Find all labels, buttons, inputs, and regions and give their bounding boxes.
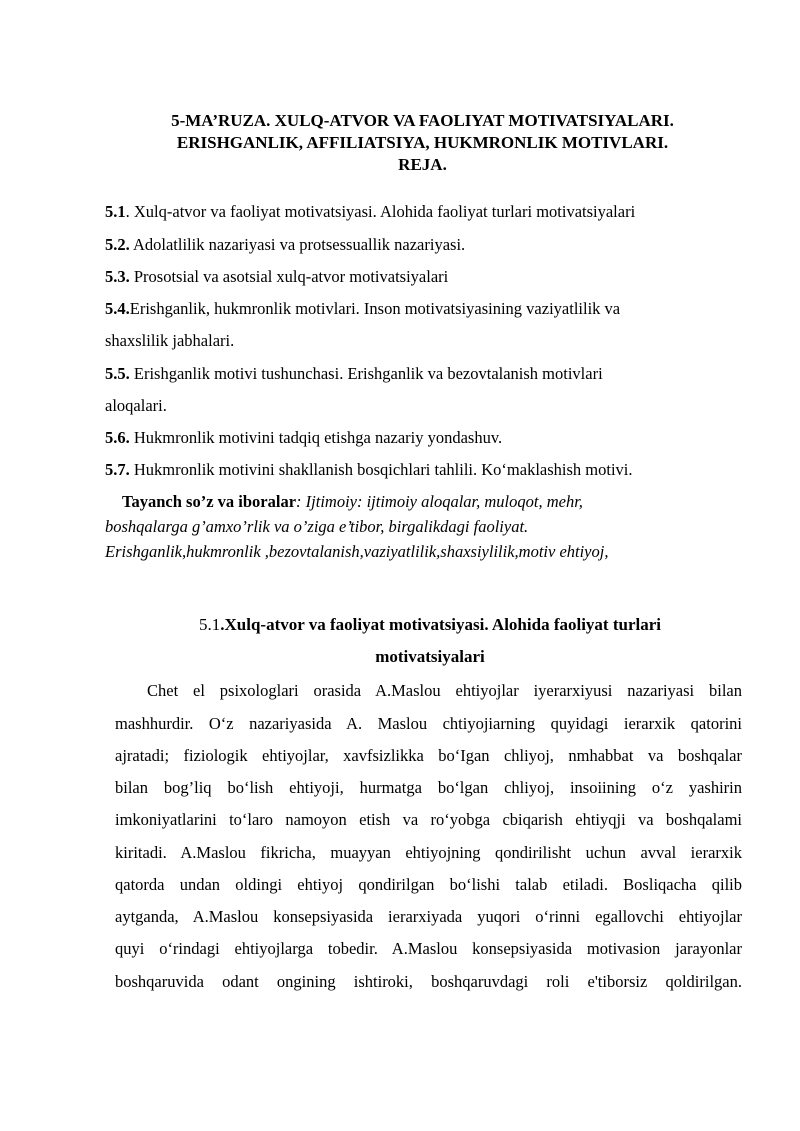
plan-item-5-1 — [105, 201, 742, 223]
section-heading — [120, 614, 740, 636]
plan-text: . Xulq-atvor va faoliyat motivatsiyasi. Alohida faoliyat turlari motivatsiyalari — [125, 202, 636, 221]
plan-number: 5.5. — [105, 364, 130, 383]
section-heading-line-2: motivatsiyalari — [375, 647, 485, 666]
plan-item-5-7 — [105, 459, 742, 481]
paragraph-line: boshqaruvida odant ongining ishtiroki, boshqaruvdagi roli e'tiborsiz qoldirilgan. — [115, 972, 742, 991]
paragraph-line: imkoniyatlarini to‘laro namoyon etish va ro‘yobga cbiqarish ehtiyqji va boshqalami — [115, 810, 742, 829]
plan-text: Erishganlik, hukmronlik motivlari. Inson motivatsiyasining vaziyatlilik va — [129, 299, 621, 318]
paragraph-line: bilan bog’liq bo‘lish ehtiyoji, hurmatga bo‘lgan chliyoj, insoiining o‘z yashirin — [115, 778, 742, 797]
plan-text: Erishganlik motivi tushunchasi. Erishganlik va bezovtalanish motivlari — [129, 364, 603, 383]
keywords-line-3: Erishganlik,hukmronlik ,bezovtalanish,vaziyatlilik,shaxsiylilik,motiv ehtiyoj, — [105, 542, 609, 561]
plan-item-5-4-continuation: shaxslilik jabhalari. — [105, 331, 235, 350]
section-number: 5.1 — [199, 615, 221, 634]
paragraph-line: mashhurdir. O‘z nazariyasida A. Maslou chtiyojiarning quyidagi ierarxik qatorini — [115, 714, 742, 733]
paragraph-line: kiritadi. A.Maslou fikricha, muayyan ehtiyojning qondirilisht uchun avval ierarxik — [115, 843, 742, 862]
plan-number: 5.4. — [105, 299, 130, 318]
lecture-title — [100, 110, 745, 176]
plan-text: Hukmronlik motivini tadqiq etishga nazariy yondashuv. — [129, 428, 503, 447]
plan-number: 5.3. — [105, 267, 130, 286]
plan-item-5-2 — [105, 234, 742, 256]
plan-text: Prosotsial va asotsial xulq-atvor motivatsiyalari — [129, 267, 449, 286]
plan-item-5-4 — [105, 298, 742, 320]
paragraph-line: qatorda undan oldingi ehtiyoj qondirilgan bo‘lishi talab etiladi. Bosliqacha qilib — [115, 875, 742, 894]
plan-item-5-5 — [105, 363, 742, 385]
plan-number: 5.6. — [105, 428, 130, 447]
plan-text: Adolatlilik nazariyasi va protsessuallik nazariyasi. — [129, 235, 466, 254]
keywords-label: Tayanch so’z va iboralar — [122, 492, 297, 511]
paragraph-line: ajratadi; fiziologik ehtiyojlar, xavfsizlikka bo‘Igan chliyoj, nmhabbat va boshqalar — [115, 746, 742, 765]
keywords-line-2: boshqalarga g’amxo’rlik va o’ziga e’tibor, birgalikdagi faoliyat. — [105, 517, 529, 536]
paragraph-line: Chet el psixologlari orasida A.Maslou ehtiyojlar iyerarxiyusi nazariyasi bilan — [147, 681, 742, 700]
keywords-colon: : — [296, 492, 302, 511]
plan-number: 5.1 — [105, 202, 126, 221]
plan-number: 5.7. — [105, 460, 130, 479]
plan-item-5-5-continuation: aloqalari. — [105, 396, 167, 415]
title-line-2: ERISHGANLIK, AFFILIATSIYA, HUKMRONLIK MOTIVLARI. — [176, 133, 669, 152]
keywords-text-1: Ijtimoiy: ijtimoiy aloqalar, muloqot, mehr, — [301, 492, 583, 511]
keywords-line-1 — [122, 491, 742, 513]
plan-item-5-3 — [105, 266, 742, 288]
title-line-1: 5-MA’RUZA. XULQ-ATVOR VA FAOLIYAT MOTIVATSIYALARI. — [171, 111, 674, 130]
plan-item-5-6 — [105, 427, 742, 449]
paragraph-line: aytganda, A.Maslou konsepsiyasida ierarxiyada yuqori o‘rinni egallovchi ehtiyojlar — [115, 907, 742, 926]
paragraph-line: quyi o‘rindagi ehtiyojlarga tobedir. A.Maslou konsepsiyasida motivasion jarayonlar — [115, 939, 742, 958]
plan-number: 5.2. — [105, 235, 130, 254]
plan-text: Hukmronlik motivini shakllanish bosqichlari tahlili. Ko‘maklashish motivi. — [129, 460, 633, 479]
section-heading-text: .Xulq-atvor va faoliyat motivatsiyasi. Alohida faoliyat turlari — [220, 615, 661, 634]
title-line-3: REJA. — [398, 155, 447, 174]
